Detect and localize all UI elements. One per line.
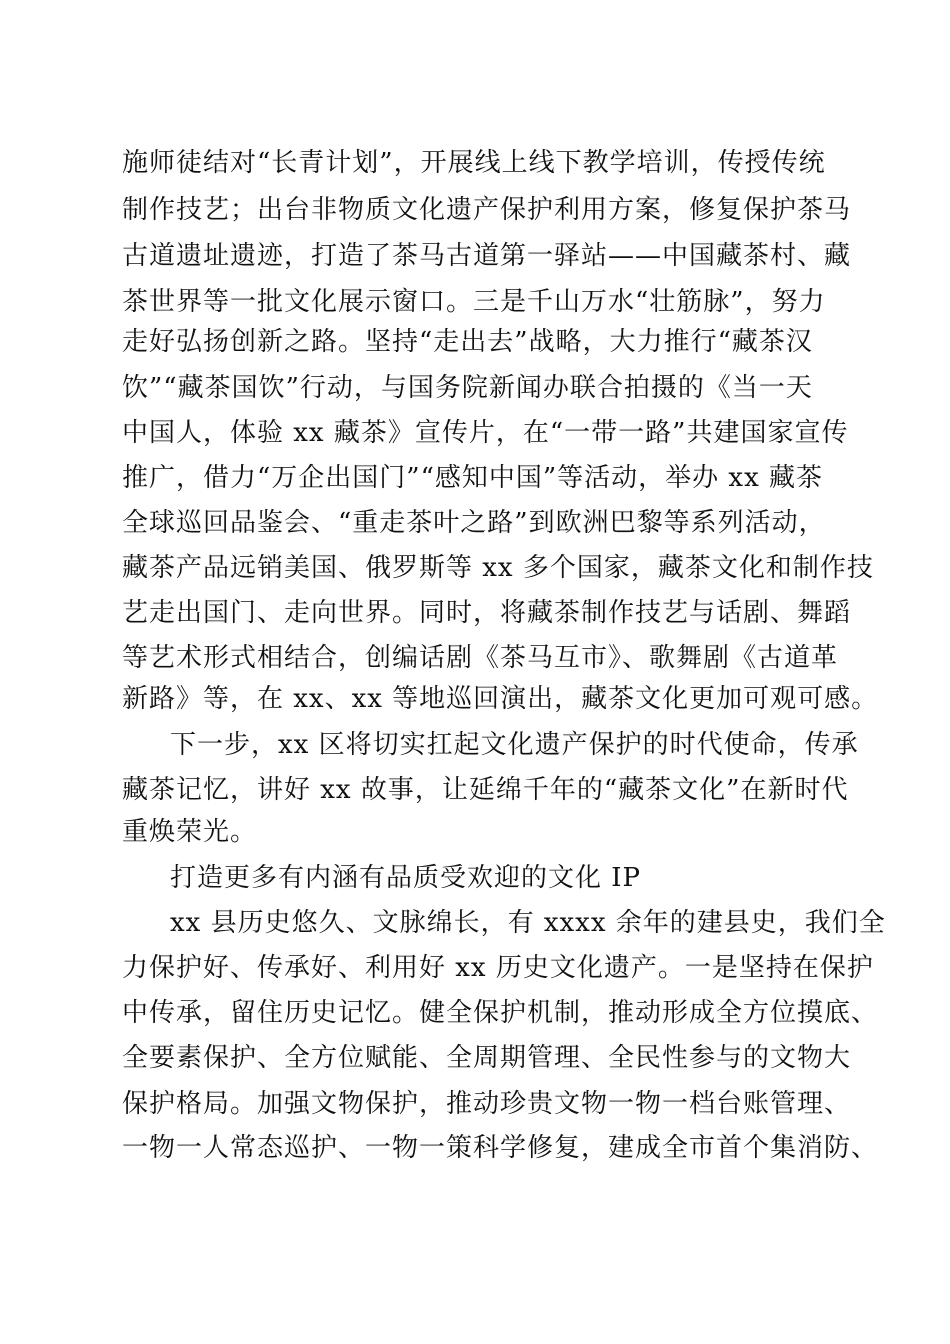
text-line: 力保护好、传承好、利用好 xx 历史文化遗产。一是坚持在保护	[122, 953, 874, 983]
text-line: 保护格局。加强文物保护，推动珍贵文物一物一档台账管理、	[122, 1089, 852, 1119]
text-line: 藏茶产品远销美国、俄罗斯等 xx 多个国家，藏茶文化和制作技	[122, 553, 874, 583]
text-line: 新路》等，在 xx、xx 等地巡回演出，藏茶文化更加可观可感。	[122, 684, 879, 714]
section-heading: 打造更多有内涵有品质受欢迎的文化 IP	[170, 863, 642, 893]
paragraph-start-line: xx 县历史悠久、文脉绵长，有 xxxx 余年的建县史，我们全	[170, 908, 886, 938]
text-line: 艺走出国门、走向世界。同时，将藏茶制作技艺与话剧、舞蹈	[122, 598, 852, 628]
text-line: 全要素保护、全方位赋能、全周期管理、全民性参与的文物大	[122, 1043, 852, 1073]
text-line: 推广，借力“万企出国门”“感知中国”等活动，举办 xx 藏茶	[122, 463, 824, 493]
text-line: 古道遗址遗迹，打造了茶马古道第一驿站——中国藏茶村、藏	[122, 241, 852, 271]
text-line: 中传承，留住历史记忆。健全保护机制，推动形成全方位摸底、	[122, 998, 879, 1028]
text-line: 等艺术形式相结合，创编话剧《茶马互市》、歌舞剧《古道革	[122, 643, 839, 673]
text-line: 走好弘扬创新之路。坚持“走出去”战略，大力推行“藏茶汉	[122, 327, 813, 357]
text-line: 中国人，体验 xx 藏茶》宣传片，在“一带一路”共建国家宣传	[122, 418, 849, 448]
text-line: 茶世界等一批文化展示窗口。三是千山万水“壮筋脉”，努力	[122, 287, 826, 317]
text-line: 重焕荣光。	[122, 817, 258, 847]
text-line: 藏茶记忆，讲好 xx 故事，让延绵千年的“藏茶文化”在新时代	[122, 775, 849, 805]
text-line: 制作技艺；出台非物质文化遗产保护利用方案，修复保护茶马	[122, 195, 852, 225]
text-line: 施师徒结对“长青计划”，开展线上线下教学培训，传授传统	[122, 148, 826, 178]
text-line: 全球巡回品鉴会、“重走茶叶之路”到欧洲巴黎等系列活动，	[122, 508, 826, 538]
text-line: 饮”“藏茶国饮”行动，与国务院新闻办联合拍摄的《当一天	[122, 373, 813, 403]
text-line: 一物一人常态巡护、一物一策科学修复，建成全市首个集消防、	[122, 1133, 879, 1163]
paragraph-start-line: 下一步，xx 区将切实扛起文化遗产保护的时代使命，传承	[170, 730, 859, 760]
